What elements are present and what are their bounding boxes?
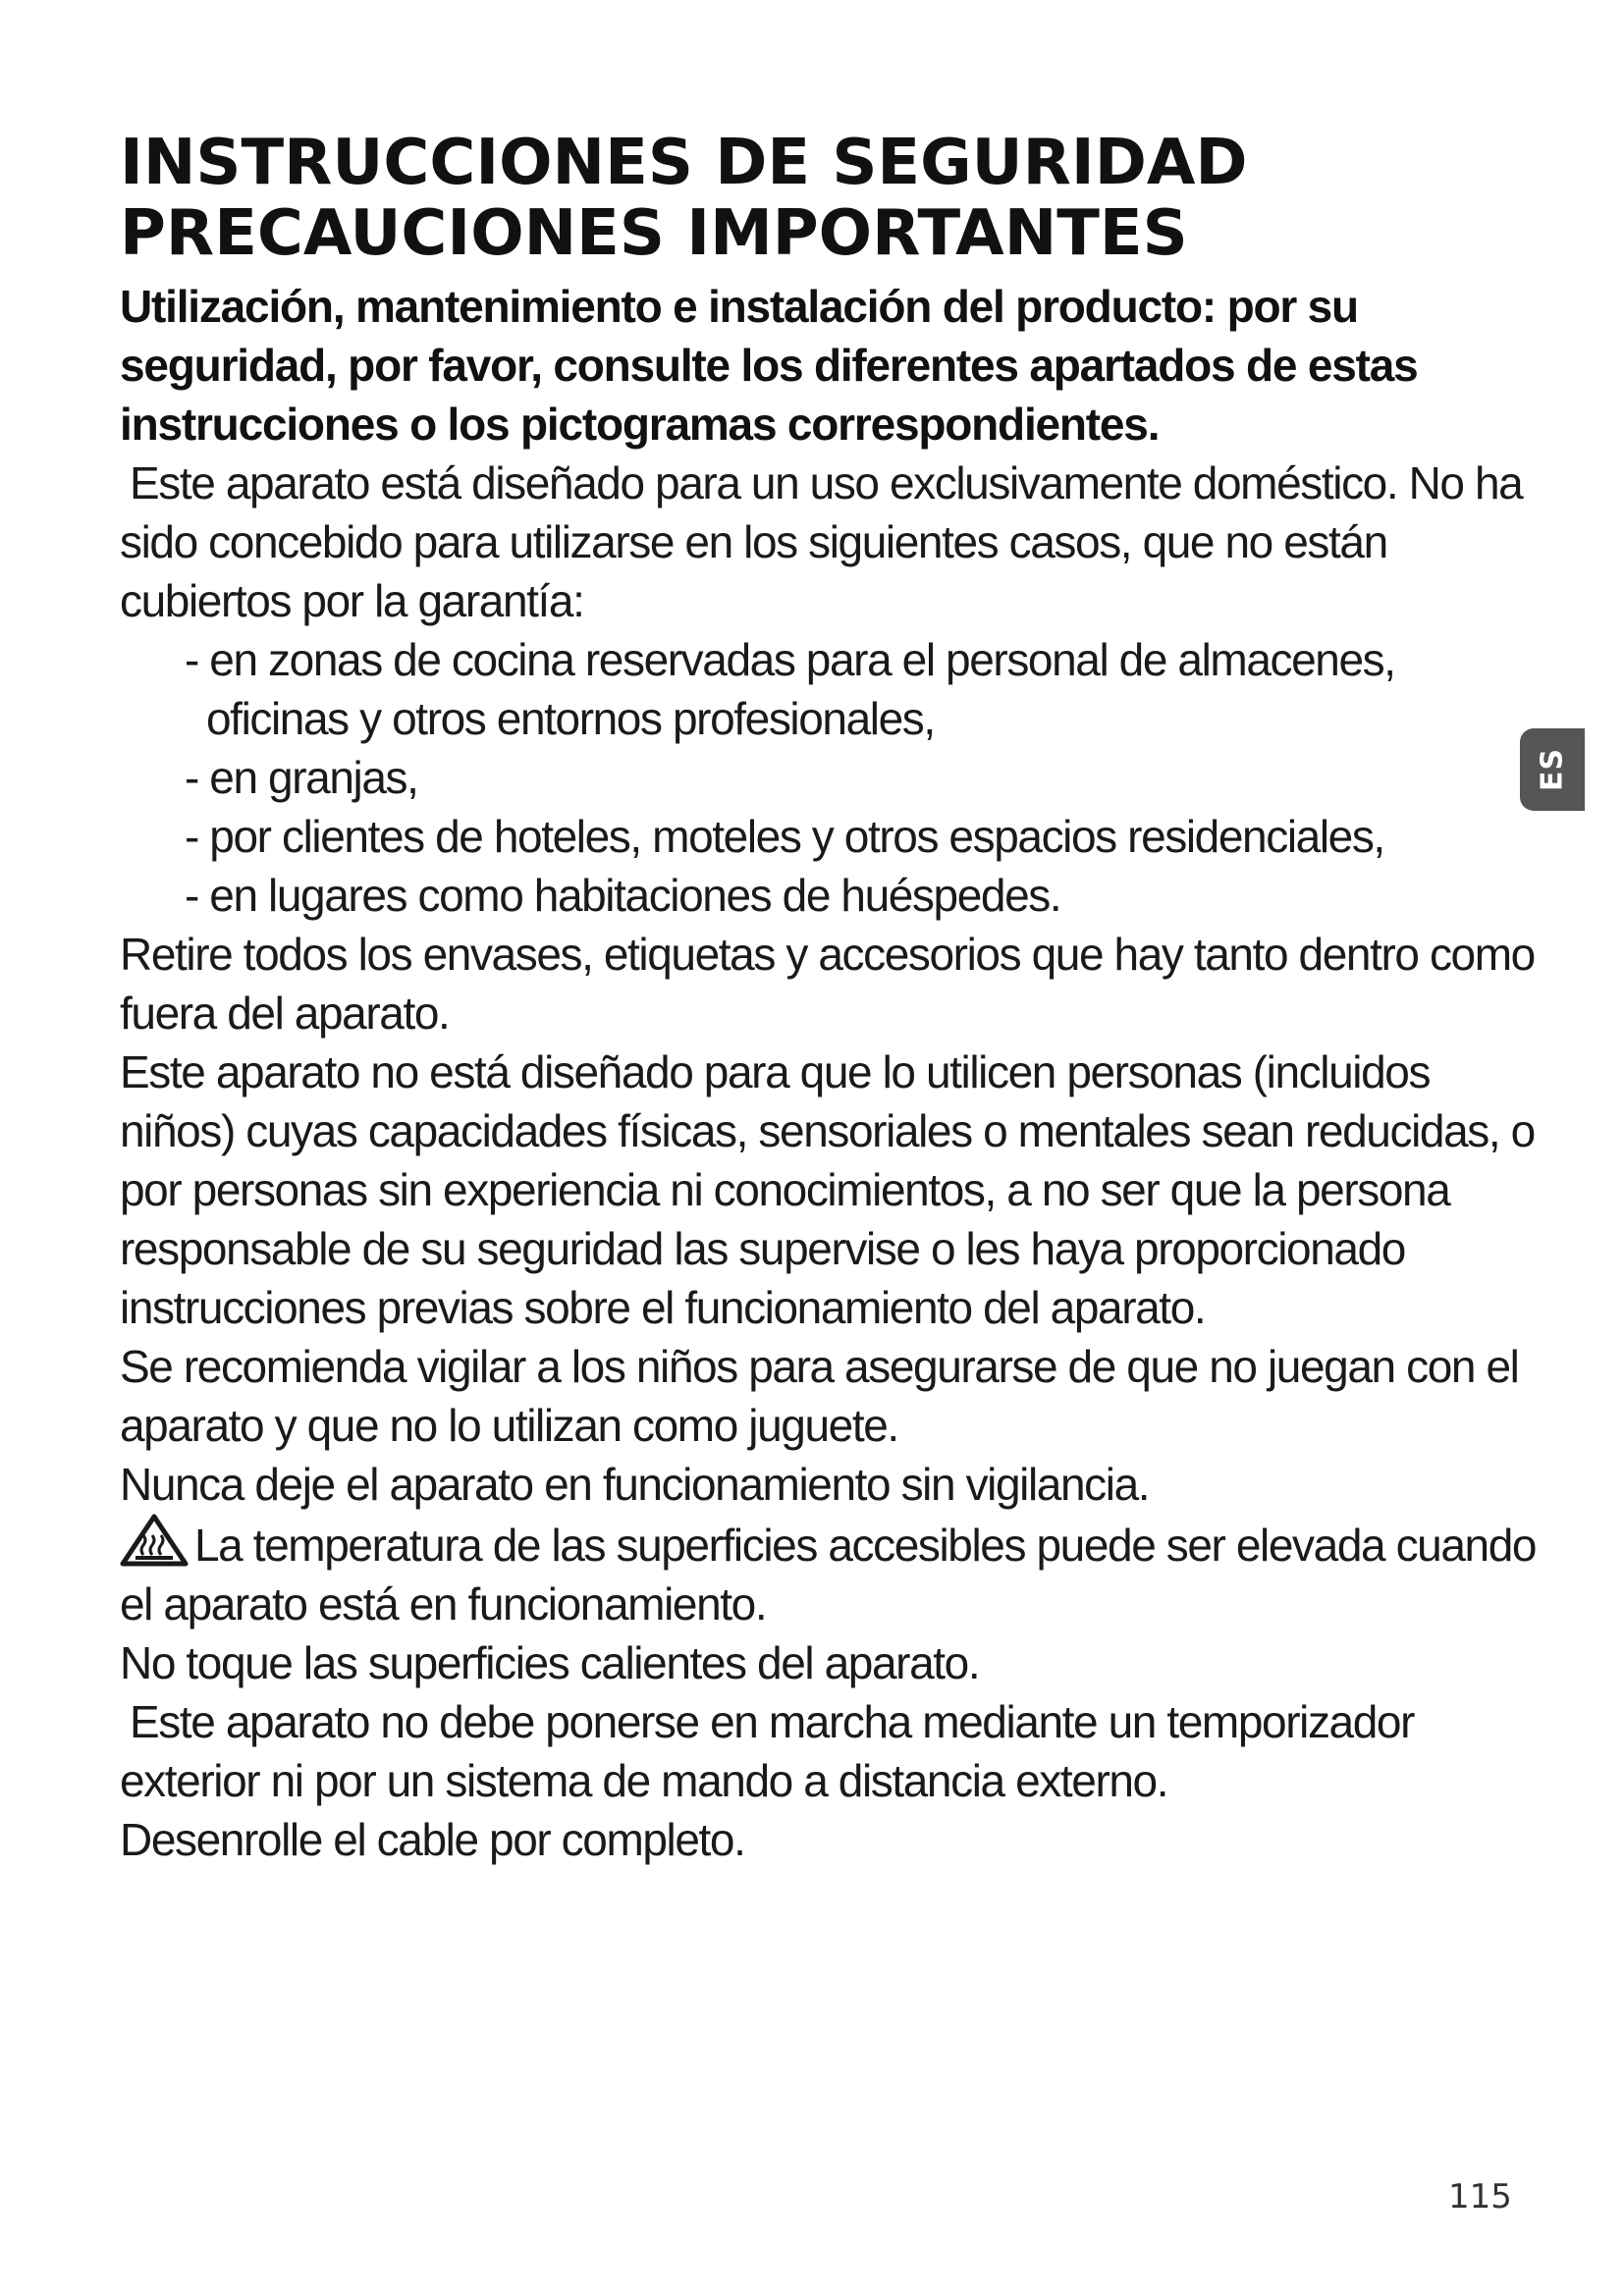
page-title-line-1: INSTRUCCIONES DE SEGURIDAD	[120, 127, 1248, 199]
page-title-line-2: PRECAUCIONES IMPORTANTES	[120, 197, 1188, 270]
never-unattended-paragraph: Nunca deje el aparato en funcionamiento sin vigilancia.	[120, 1459, 1150, 1510]
intro-paragraph: Este aparato está diseñado para un uso exclusivamente doméstico. No ha sido concebido para utilizarse en los siguientes casos, que no están cubiertos por la garantía:	[120, 457, 1523, 626]
do-not-touch-paragraph: No toque las superficies calientes del aparato.	[120, 1637, 980, 1688]
language-tab-label: ES	[1535, 747, 1570, 792]
supervise-children-paragraph: Se recomienda vigilar a los niños para asegurarse de que no juegan con el aparato y que no lo utilizan como juguete.	[120, 1341, 1519, 1451]
no-timer-paragraph: Este aparato no debe ponerse en marcha mediante un temporizador exterior ni por un sistema de mando a distancia externo.	[120, 1696, 1415, 1806]
hot-surface-warning-icon	[120, 1514, 189, 1567]
list-item: - en zonas de cocina reservadas para el personal de almacenes, oficinas y otros entornos profesionales,	[185, 634, 1395, 744]
usage-exclusions-list	[185, 630, 1539, 925]
remove-packaging-paragraph: Retire todos los envases, etiquetas y accesorios que hay tanto dentro como fuera del aparato.	[120, 929, 1535, 1039]
list-item: - en granjas,	[185, 752, 418, 803]
page-number: 115	[1448, 2177, 1512, 2216]
list-item: - en lugares como habitaciones de huéspedes.	[185, 870, 1061, 921]
list-item: - por clientes de hoteles, moteles y otros espacios residenciales,	[185, 811, 1384, 862]
not-for-persons-paragraph: Este aparato no está diseñado para que lo utilicen personas (incluidos niños) cuyas capacidades físicas, sensoriales o mentales sean reducidas, o por personas sin experiencia ni conocimientos, a no ser que la persona responsable de su seguridad las supervise o les haya proporcionado instrucciones previas sobre el funcionamiento del aparato.	[120, 1046, 1535, 1333]
subtitle: Utilización, mantenimiento e instalación del producto: por su seguridad, por favor, consulte los diferentes apartados de estas instrucciones o los pictogramas correspondientes.	[120, 281, 1418, 450]
hot-surfaces-warning-paragraph	[120, 1514, 1539, 1633]
page-content	[120, 128, 1539, 1869]
unroll-cable-paragraph: Desenrolle el cable por completo.	[120, 1814, 745, 1865]
language-tab	[1520, 728, 1585, 811]
hot-surfaces-warning-text: La temperatura de las superficies accesibles puede ser elevada cuando el aparato está en funcionamiento.	[120, 1520, 1537, 1629]
